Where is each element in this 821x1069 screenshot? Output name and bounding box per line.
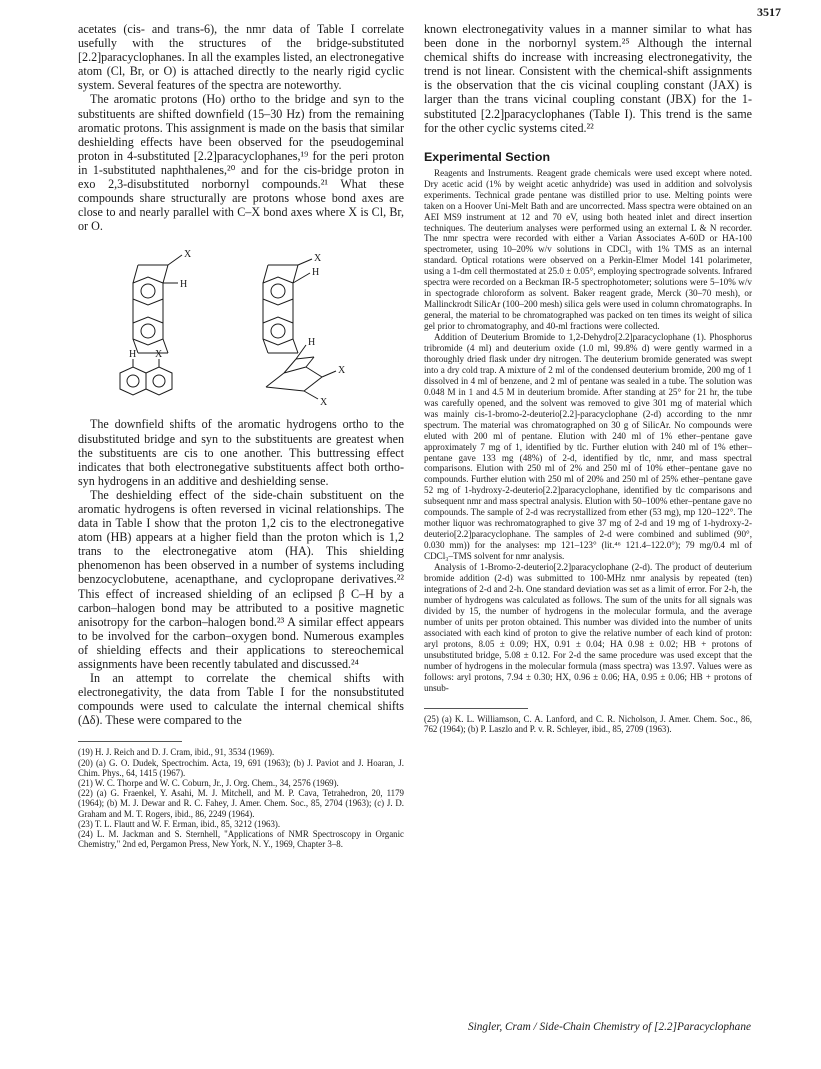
experimental-analysis: Analysis of 1-Bromo-2-deuterio[2.2]paracyclophane (2-d). The product of deuterium bromide addition (2-d) was submitted to 100-MHz nmr analysis by repeated (ten) integrations of 2-d and 2-h. One standard deviation was set as a limit of error. For 2-h, the number of hydrogens was calculated as follows. The sum of the units for all signals was divided by 15, the number of hydrogens in the molecular formula, and the average number of units per proton obtained. This number was divided into the number of units associated with each kind of proton to give the relative number of each kind of proton: aryl protons, 8.05 ± 0.09; HX, 0.91 ± 0.04; HA 0.98 ± 0.02; HB + protons of unsubstituted bridge, 5.08 ± 0.12. For 2-d the same procedure was used except that the number of hydrogens in the molecular formula (mass spectra) was 13.97. Values were as follows: aryl protons, 7.94 ± 0.30; HX, 0.96 ± 0.06; HA, 0.95 ± 0.06; HB + protons of unsub- <box>424 562 752 693</box>
section-heading: Experimental Section <box>424 149 551 164</box>
figure-label-x-4: X <box>338 365 346 377</box>
left-paragraph-3: The downfield shifts of the aromatic hydrogens ortho to the disubstituted bridge and syn to the substituents are greatest when the substituents are cis to one another. This buttressing effect indicates that both electronegative substituents affect both ortho-syn hydrogens in an additive and deshielding sense. <box>78 417 404 488</box>
right-column <box>424 22 752 734</box>
structure-drawings <box>78 239 404 411</box>
figure-label-x-2: X <box>314 253 322 265</box>
figure-label-x-3: X <box>155 349 163 361</box>
footnote-19: (19) H. J. Reich and D. J. Cram, ibid., 91, 3534 (1969). <box>78 747 275 758</box>
figure-label-h-1: H <box>180 279 188 291</box>
footnote-21: (21) W. C. Thorpe and W. C. Coburn, Jr., J. Org. Chem., 34, 2576 (1969). <box>78 778 339 789</box>
footnote-25: (25) (a) K. L. Williamson, C. A. Lanford, and C. R. Nicholson, J. Amer. Chem. Soc., 86, 762 (1964); (b) P. Laszlo and P. v. R. Schleyer, ibid., 85, 2709 (1963). <box>424 713 752 734</box>
left-paragraph-4: The deshielding effect of the side-chain substituent on the aromatic hydrogens is often reversed in vicinal relationships. The data in Table I show that the proton 1,2 cis to the electronegative atom (HB) appears at a higher field than the proton which is 1,2 trans to the electronegative atom (HA). This shielding phenomenon has been observed in a number of systems including benzocyclobutene, acenapthane, and cyclopropane derivatives.²² This effect of increased shielding of an eclipsed β C–H by a carbon–halogen bond may be attributed to a positive magnetic anisotropy for the carbon–halogen bond.²³ A similar effect appears to be involved for the carbon–oxygen bond. Numerous examples of shielding effects and their applications to stereochemical assignments have been recently tabulated and discussed.²⁴ <box>78 487 404 671</box>
structure-figure <box>78 239 404 411</box>
footnote-20: (20) (a) G. O. Dudek, Spectrochim. Acta, 19, 691 (1963); (b) J. Paviot and J. Hoaran, J. Chim. Phys., 64, 1415 (1967). <box>78 757 404 778</box>
figure-label-h-4: H <box>308 337 316 349</box>
naphthalene-structure <box>120 359 172 395</box>
figure-label-x-5: X <box>320 397 328 409</box>
figure-label-h-3: H <box>129 349 137 361</box>
paracyclophane-structure-1 <box>133 255 182 353</box>
footnote-24: (24) L. M. Jackman and S. Sternhell, "Applications of NMR Spectroscopy in Organic Chemistry," 2nd ed, Pergamon Press, New York, N. Y., 1969, Chapter 3–8. <box>78 829 404 850</box>
running-head: Singler, Cram / Side-Chain Chemistry of [2.2]Paracyclophane <box>467 1021 751 1033</box>
left-paragraph-5: In an attempt to correlate the chemical shifts with electronegativity, the data from Table I for the nonsubstituted compounds were used to calculate the internal chemical shifts (Δδ). These were compared to the <box>78 671 404 728</box>
left-column <box>78 22 404 850</box>
experimental-reagents: Reagents and Instruments. Reagent grade chemicals were used except where noted. Dry acetic acid (1% by weight acetic anhydride) was used in addition and solvolysis experiments. Technical grade pentane was distilled prior to use. Melting points were taken on a Hoover Uni-Melt Bath and are uncorrected. Mass spectra were obtained on an AEI MS9 instrument at 12 and 70 eV, using both heated inlet and direct insertion techniques. The deuterium analyses were performed using an external L & N recorder. The nmr spectra were recorded with either a Varian Associates A-60D or HA-100 spectrometer, using 10–20% w/v solutions in CDCl₃ with 1% TMS as an internal standard. Optical rotations were observed on a Perkin-Elmer Model 141 polarimeter, using a 1-dm cell thermostated at 25.0 ± 0.05°, employing spectrograde solvents. Infrared spectra were recorded on a Beckman IR-5 spectrophotometer; solutions were 5–10% w/v in spectograde chloroform as solvent. Baker reagent grade, Merck (30–70 mesh), or Mallinckrodt SilicAr (100–200 mesh) silica gels were used in column chromatographs. In general, the material to be chromatographed was packed on ten times its weight of silica gel prior to chromatography, and 40-ml fractions were collected. <box>424 167 752 332</box>
footnote-22: (22) (a) G. Fraenkel, Y. Asahi, M. J. Mitchell, and M. P. Cava, Tetrahedron, 20, 1179 (1964); (b) M. J. Dewar and R. C. Fahey, J. Amer. Chem. Soc., 85, 2704 (1963); (c) J. D. Graham and M. T. Rogers, ibid., 86, 2249 (1964). <box>78 788 404 819</box>
footnote-23: (23) T. L. Flautt and W. F. Erman, ibid., 85, 3212 (1963). <box>78 818 281 829</box>
experimental-addition: Addition of Deuterium Bromide to 1,2-Dehydro[2.2]paracyclophane (1). Phosphorus tribromide (4 ml) and deuterium oxide (1.0 ml, 99.8% d) were gently warmed in a thoroughly dried flask under dry nitrogen. The deuterium bromide generated was swept into a dry cold trap. A mixture of 2 ml of the condensed deuterium bromide, 200 mg of 1 dissolved in 4 ml of benzene, and 2 ml of pentane was sealed in a tube. The solution was 0.048 M in 1 and 4.5 M in deuterium bromide. After standing at 25° for 21 hr, the tube was carefully opened, and the solvent was removed to give 301 mg of material which was mainly cis-1-bromo-2-deuterio[2.2]-paracyclophane (2-d) according to the nmr spectrum. The material was chromatographed on 30 g of SilicAr. No compounds were eluted with 200 ml of pentane. Elution with 240 ml of 1% ether–pentane gave approximately 7 mg of 1, identified by tlc. Further elution with 240 ml of 1% ether–pentane gave 133 mg (48%) of 2-d, identified by tlc, nmr, and mass spectral comparisons. Elution with 250 ml of 2% and 250 ml of 10% ether–pentane gave no compounds. Further elution with 250 ml of 20% and 250 ml of 25% ether–pentane gave 52 mg of 1-hydroxy-2-deuterio[2.2]paracyclophane, identified by tlc comparisons and subsequent nmr and mass spectral analysis. Elution with 50–100% ether–pentane gave no compounds. The sample of 2-d was recrystallized from ether (53 mg), mp 120–122°. The mother liquor was rechromatographed to give 37 mg of 2-d and 19 mg of 1-hydroxy-2-deuterio[2.2]paracyclophane. The samples of 2-d were combined and sublimed (90°, 0.030 mm)) for the analyses: mp 121–123° (lit.⁴⁶ 121.4–122.0°); 79 mg/0.4 ml of CDCl₃–TMS solvent for nmr analysis. <box>424 332 752 562</box>
figure-label-h-2: H <box>312 267 320 279</box>
right-paragraph-1: known electronegativity values in a manner similar to what has been done in the norbornyl system.²⁵ Although the internal chemical shifts do increase with increasing electronegativity, the trend is not linear. Consistent with the chemical-shift assignments is the observation that the cis vicinal coupling constant (JAX) is larger than the trans vicinal coupling constant (JBX) for the 1-substituted [2.2]paracyclophanes (Table I). This trend is the same for the other cyclic systems cited.²² <box>424 22 752 135</box>
figure-label-x-1: X <box>184 249 192 261</box>
page-number: 3517 <box>757 5 781 19</box>
left-paragraph-1: acetates (cis- and trans-6), the nmr data of Table I correlate usefully with the structures of the bridge-substituted [2.2]paracyclophanes. In all the examples listed, an electronegative atom (Cl, Br, or O) is attached directly to the nearly rigid cyclic system. Several features of the spectra are noteworthy. <box>78 22 404 93</box>
paracyclophane-structure-2 <box>263 259 312 353</box>
left-paragraph-2: The aromatic protons (Ho) ortho to the bridge and syn to the substituents are shifted downfield (15–30 Hz) from the remaining aromatic protons. This assignment is made on the basis that similar deshielding effects have been observed for the pseudogeminal proton in 4-substituted [2.2]paracyclophanes,¹⁹ for the peri proton in 1-substituted naphthalenes,²⁰ and for the cis-bridge proton in exo 2,3-disubstituted norbornyl compounds.²¹ What these compounds share structurally are protons whose bond axes are close to and nearly parallel with C–X bond axes where X is Cl, Br, or O. <box>78 92 404 234</box>
